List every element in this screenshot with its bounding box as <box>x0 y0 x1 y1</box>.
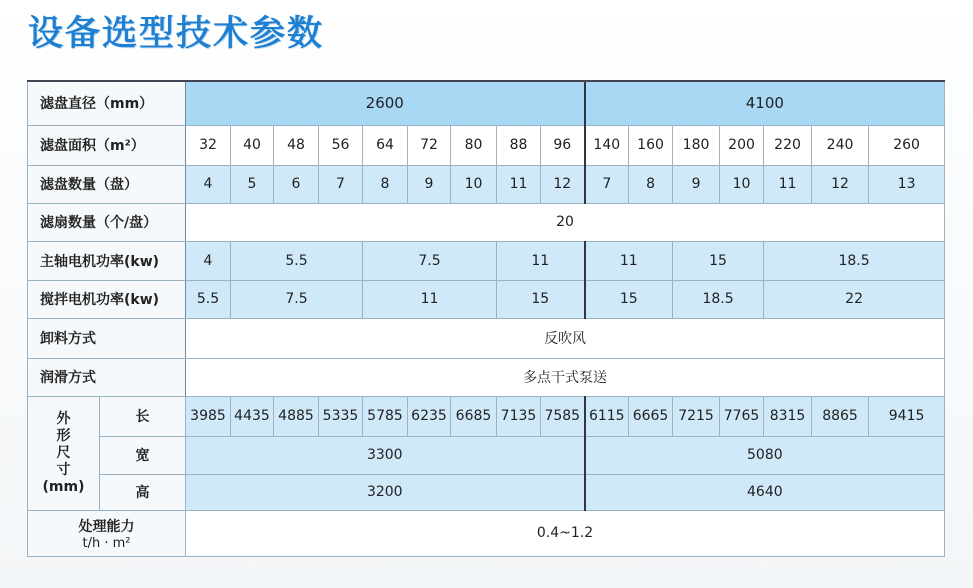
sector-count-label: 滤扇数量（个/盘） <box>28 203 186 241</box>
spec-table <box>27 80 945 557</box>
stir-motor-cell: 7.5 <box>231 280 363 318</box>
area-cell: 260 <box>869 125 945 165</box>
area-row <box>28 125 945 165</box>
capacity-row <box>28 510 945 556</box>
length-cell: 5335 <box>319 396 363 436</box>
length-cell: 4885 <box>274 396 319 436</box>
disc-count-cell: 8 <box>363 165 408 203</box>
width-value: 3300 <box>186 436 585 474</box>
length-cell: 6115 <box>585 396 629 436</box>
discharge-label: 卸料方式 <box>28 318 186 358</box>
stir-motor-cell: 15 <box>585 280 673 318</box>
disc-count-cell: 7 <box>319 165 363 203</box>
disc-count-cell: 13 <box>869 165 945 203</box>
disc-count-cell: 8 <box>629 165 673 203</box>
sector-count-value: 20 <box>186 203 945 241</box>
length-cell: 5785 <box>363 396 408 436</box>
stir-motor-cell: 11 <box>363 280 497 318</box>
area-cell: 32 <box>186 125 231 165</box>
area-label: 滤盘面积（m²） <box>28 125 186 165</box>
disc-count-cell: 7 <box>585 165 629 203</box>
length-cell: 6235 <box>408 396 451 436</box>
stir-motor-cell: 5.5 <box>186 280 231 318</box>
length-cell: 3985 <box>186 396 231 436</box>
width-label: 宽 <box>100 436 186 474</box>
area-cell: 80 <box>451 125 497 165</box>
lubrication-value: 多点干式泵送 <box>186 358 945 396</box>
area-cell: 220 <box>764 125 812 165</box>
disc-count-cell: 10 <box>451 165 497 203</box>
area-cell: 72 <box>408 125 451 165</box>
stir-motor-cell: 15 <box>497 280 585 318</box>
length-cell: 6685 <box>451 396 497 436</box>
length-cell: 8315 <box>764 396 812 436</box>
disc-count-row <box>28 165 945 203</box>
stir-motor-label: 搅拌电机功率(kw) <box>28 280 186 318</box>
capacity-label-title: 处理能力 <box>78 518 135 535</box>
area-cell: 88 <box>497 125 541 165</box>
page-title: 设备选型技术参数 <box>28 14 325 54</box>
main-motor-row <box>28 241 945 280</box>
main-motor-cell: 7.5 <box>363 241 497 280</box>
height-row <box>28 474 945 510</box>
disc-count-cell: 12 <box>812 165 869 203</box>
main-motor-cell: 18.5 <box>764 241 945 280</box>
area-cell: 64 <box>363 125 408 165</box>
diameter-label: 滤盘直径（mm） <box>28 81 186 125</box>
disc-count-cell: 9 <box>673 165 720 203</box>
length-cell: 7215 <box>673 396 720 436</box>
length-cell: 8865 <box>812 396 869 436</box>
stir-motor-row <box>28 280 945 318</box>
disc-count-cell: 6 <box>274 165 319 203</box>
lubrication-label: 润滑方式 <box>28 358 186 396</box>
height-value: 4640 <box>585 474 945 510</box>
area-cell: 96 <box>541 125 585 165</box>
dimensions-label: 外 形 尺 寸 (mm) <box>28 396 100 510</box>
disc-count-cell: 12 <box>541 165 585 203</box>
disc-count-cell: 4 <box>186 165 231 203</box>
disc-count-cell: 9 <box>408 165 451 203</box>
disc-count-cell: 10 <box>720 165 764 203</box>
area-cell: 56 <box>319 125 363 165</box>
main-motor-cell: 5.5 <box>231 241 363 280</box>
area-cell: 240 <box>812 125 869 165</box>
diameter-row <box>28 81 945 125</box>
disc-count-cell: 11 <box>497 165 541 203</box>
capacity-label <box>28 510 186 556</box>
length-cell: 7765 <box>720 396 764 436</box>
length-cell: 7585 <box>541 396 585 436</box>
main-motor-cell: 15 <box>673 241 764 280</box>
length-cell: 4435 <box>231 396 274 436</box>
area-cell: 180 <box>673 125 720 165</box>
discharge-value: 反吹风 <box>186 318 945 358</box>
width-row <box>28 436 945 474</box>
main-motor-cell: 11 <box>497 241 585 280</box>
area-cell: 48 <box>274 125 319 165</box>
length-cell: 7135 <box>497 396 541 436</box>
main-motor-label: 主轴电机功率(kw) <box>28 241 186 280</box>
main-motor-cell: 11 <box>585 241 673 280</box>
discharge-row <box>28 318 945 358</box>
width-value: 5080 <box>585 436 945 474</box>
area-cell: 140 <box>585 125 629 165</box>
disc-count-cell: 11 <box>764 165 812 203</box>
sector-count-row <box>28 203 945 241</box>
stir-motor-cell: 22 <box>764 280 945 318</box>
height-value: 3200 <box>186 474 585 510</box>
length-label: 长 <box>100 396 186 436</box>
lubrication-row <box>28 358 945 396</box>
area-cell: 160 <box>629 125 673 165</box>
length-row <box>28 396 945 436</box>
area-cell: 40 <box>231 125 274 165</box>
length-cell: 6665 <box>629 396 673 436</box>
length-cell: 9415 <box>869 396 945 436</box>
capacity-label-unit: t/h · m² <box>82 535 131 551</box>
diameter-value: 4100 <box>585 81 945 125</box>
area-cell: 200 <box>720 125 764 165</box>
capacity-value: 0.4~1.2 <box>186 510 945 556</box>
diameter-value: 2600 <box>186 81 585 125</box>
disc-count-cell: 5 <box>231 165 274 203</box>
stir-motor-cell: 18.5 <box>673 280 764 318</box>
disc-count-label: 滤盘数量（盘） <box>28 165 186 203</box>
height-label: 高 <box>100 474 186 510</box>
main-motor-cell: 4 <box>186 241 231 280</box>
